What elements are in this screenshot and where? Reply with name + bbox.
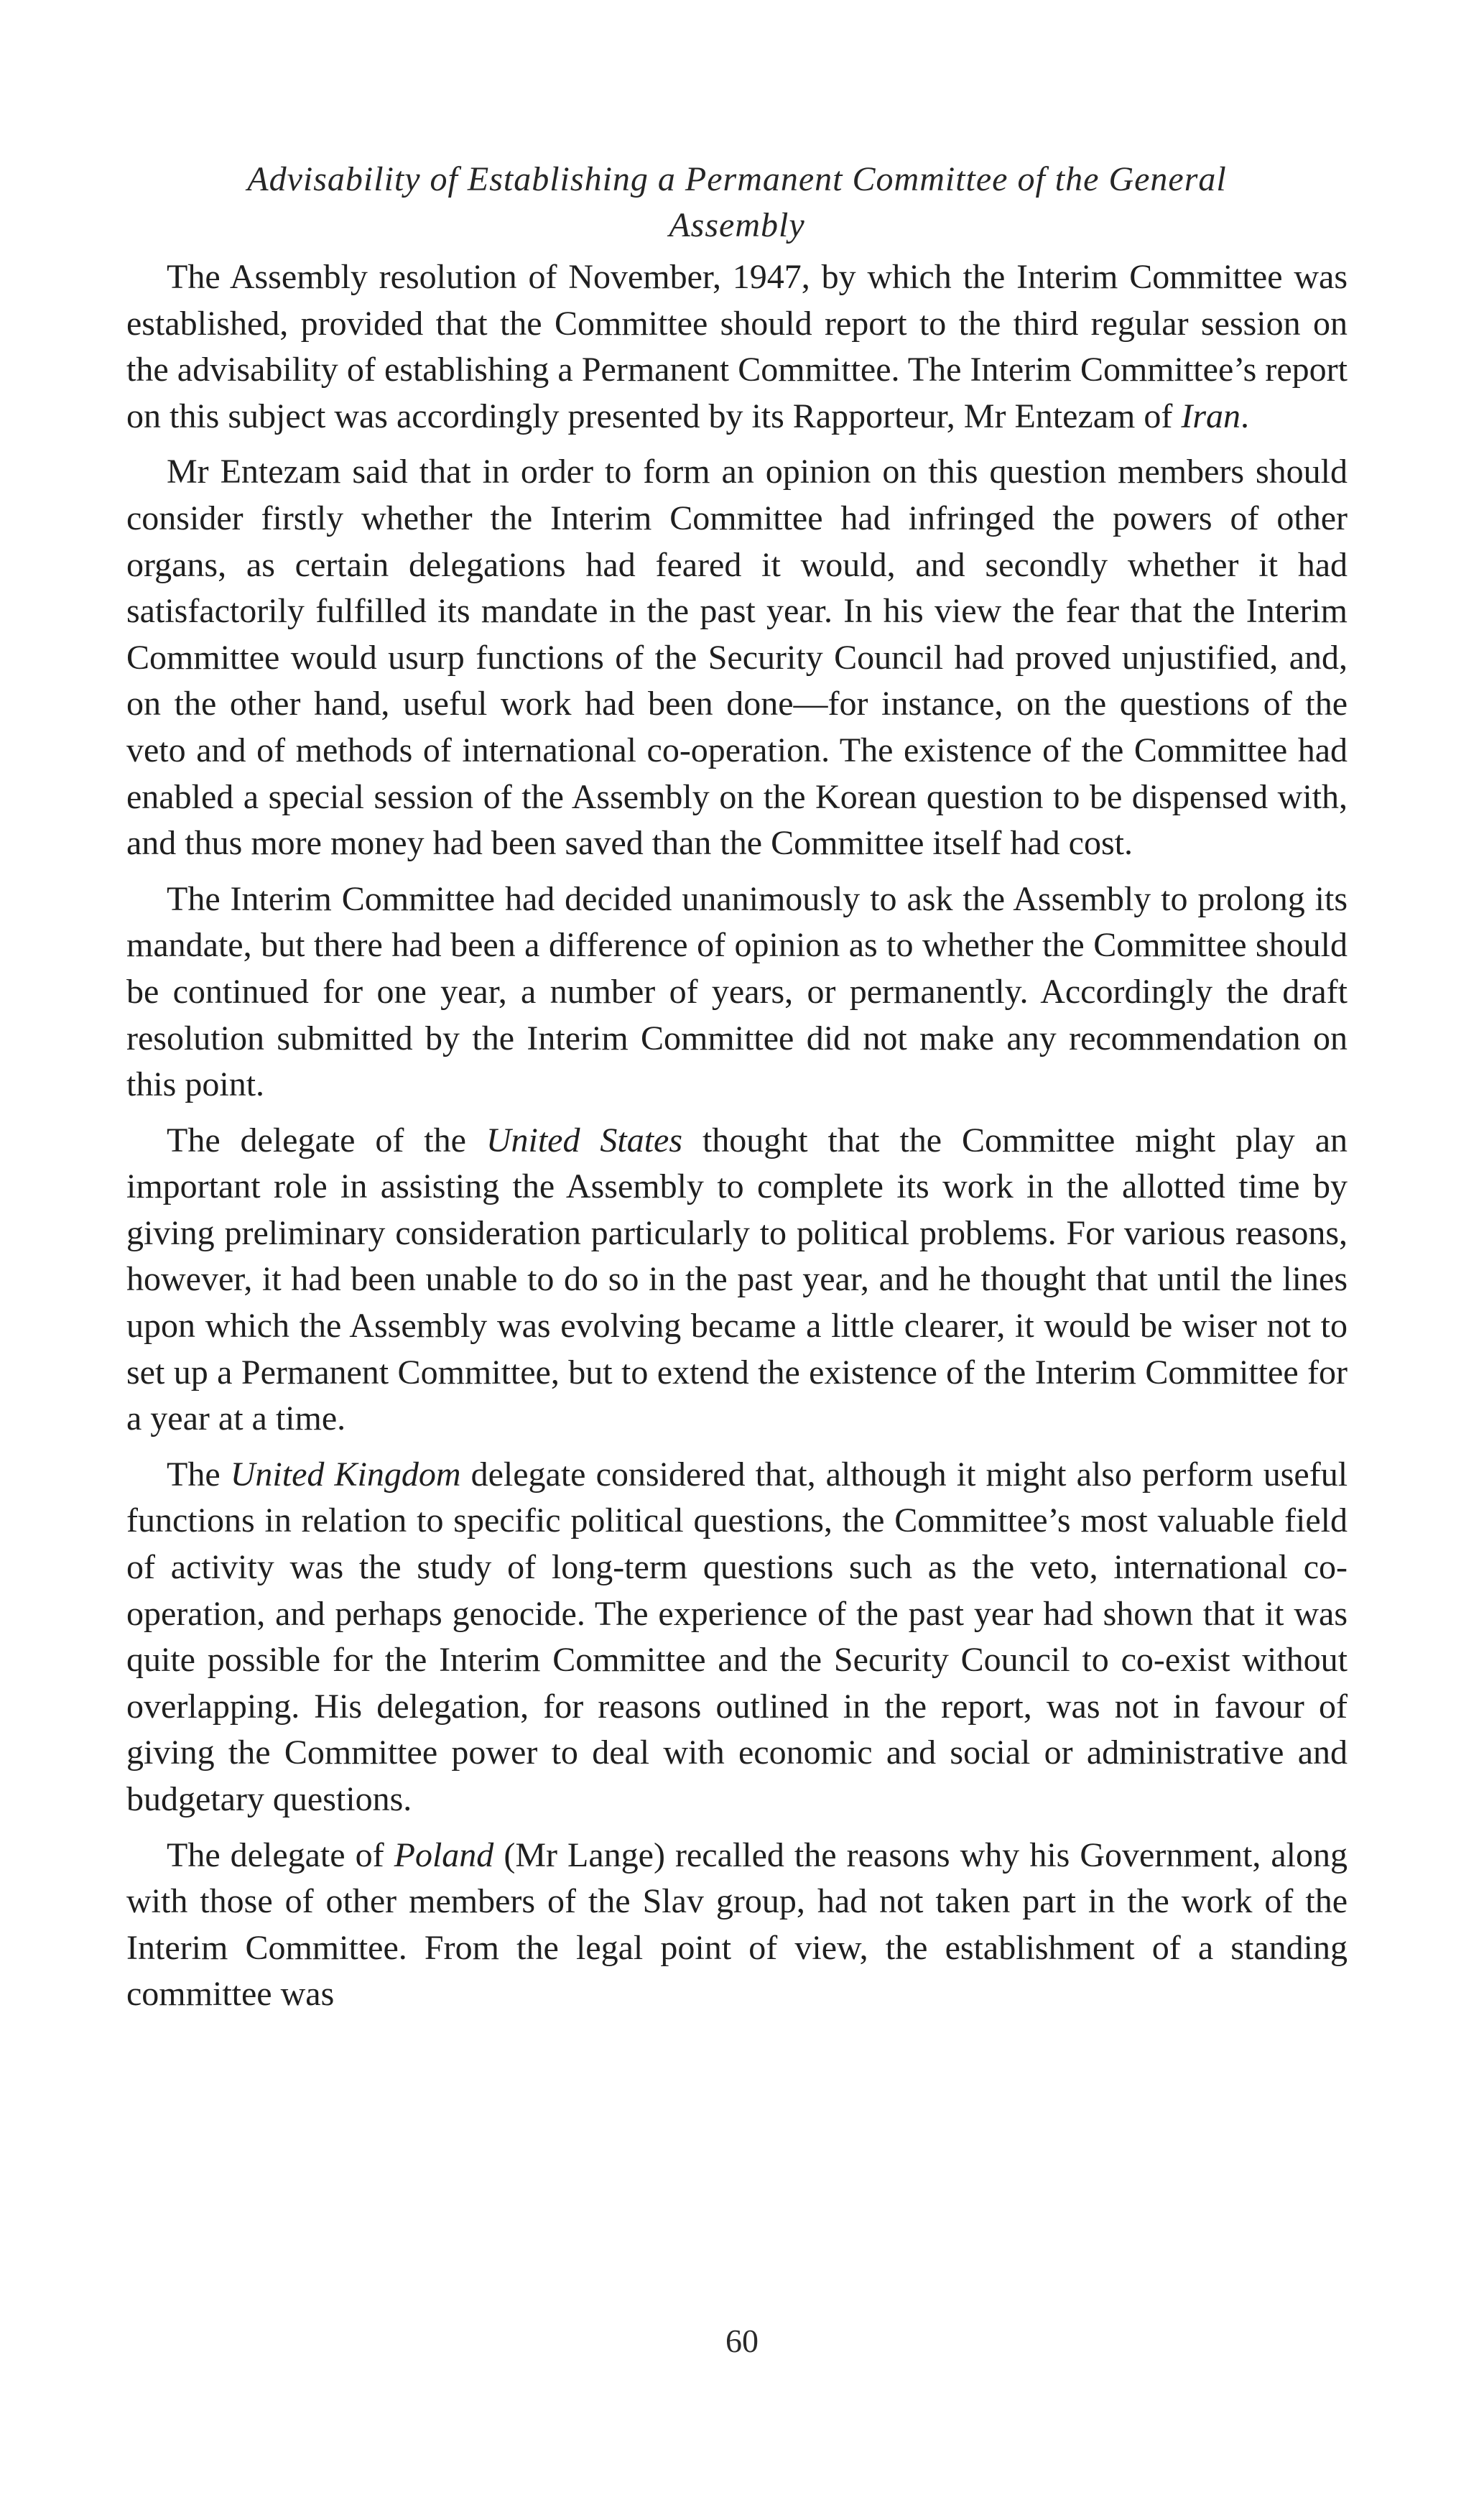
paragraph-1-text: The Assembly resolution of November, 1947, by which the Interim Committee was established, provided that the Committee should report to the third regular session on the advisability of establishing a Permanent Committee. The Interim Committee’s report on this subject was accordingly presented by its Rapporteur, Mr Entezam of <box>126 258 1348 435</box>
paragraph-4-country-united-states: United States <box>486 1121 683 1159</box>
paragraph-5-text: delegate considered that, although it might also perform useful functions in relation to specific political questions, the Committee’s most valuable field of activity was the study of long-term questions such as the veto, international co-operation, and perhaps genocide. The experience of the past year had shown that it was quite possible for the Interim Committee and the Security Council to co-exist without overlapping. His delegation, for reasons outlined in the report, was not in favour of giving the Committee power to deal with economic and social or administrative and budgetary questions. <box>126 1455 1348 1818</box>
paragraph-1 <box>126 254 1348 440</box>
section-heading-line-1: Advisability of Establishing a Permanent Committee of the General <box>247 160 1227 198</box>
paragraph-2-text: Mr Entezam said that in order to form an opinion on this question members should consider firstly whether the Interim Committee had infringed the powers of other organs, as certain delegations had feared it would, and secondly whether it had satisfactorily fulfilled its mandate in the past year. In his view the fear that the Interim Committee would usurp functions of the Security Council had proved unjustified, and, on the other hand, useful work had been done—for instance, on the questions of the veto and of methods of international co-operation. The existence of the Committee had enabled a special session of the Assembly on the Korean question to be dispensed with, and thus more money had been saved than the Committee itself had cost. <box>126 453 1348 863</box>
paragraph-1-country-iran: Iran <box>1181 397 1241 435</box>
paragraph-6-text: (Mr Lange) recalled the reasons why his Government, along with those of other members of the Slav group, had not taken part in the work of the Interim Committee. From the legal point of view, the establishment of a standing committee was <box>126 1835 1348 2014</box>
page-number: 60 <box>725 2323 759 2359</box>
paragraph-3 <box>126 876 1348 1108</box>
paragraph-4-text: thought that the Committee might play an important role in assisting the Assembly to complete its work in the allotted time by giving preliminary consideration particularly to political problems. For various reasons, however, it had been unable to do so in the past year, and he thought that until the lines upon which the Assembly was evolving became a little clearer, it would be wiser not to set up a Permanent Committee, but to extend the existence of the Interim Committee for a year at a time. <box>126 1121 1348 1438</box>
paragraph-6-start: The delegate of <box>167 1835 394 1874</box>
section-heading <box>126 157 1348 249</box>
paragraph-2 <box>126 449 1348 866</box>
section-heading-line-2: Assembly <box>669 206 805 244</box>
paragraph-1-end: . <box>1240 397 1250 435</box>
paragraph-6-country-poland: Poland <box>394 1835 494 1874</box>
paragraph-3-text: The Interim Committee had decided unanimously to ask the Assembly to prolong its mandate, but there had been a difference of opinion as to whether the Committee should be continued for one year, a number of years, or permanently. Accordingly the draft resolution submitted by the Interim Committee did not make any recommendation on this point. <box>126 879 1348 1104</box>
paragraph-5-country-united-kingdom: United Kingdom <box>230 1455 461 1494</box>
paragraph-6 <box>126 1833 1348 2018</box>
paragraph-4-start: The delegate of the <box>167 1121 486 1159</box>
paragraph-4 <box>126 1118 1348 1443</box>
page-body <box>126 157 1348 2027</box>
paragraph-5 <box>126 1452 1348 1823</box>
paragraph-5-start: The <box>167 1455 231 1494</box>
